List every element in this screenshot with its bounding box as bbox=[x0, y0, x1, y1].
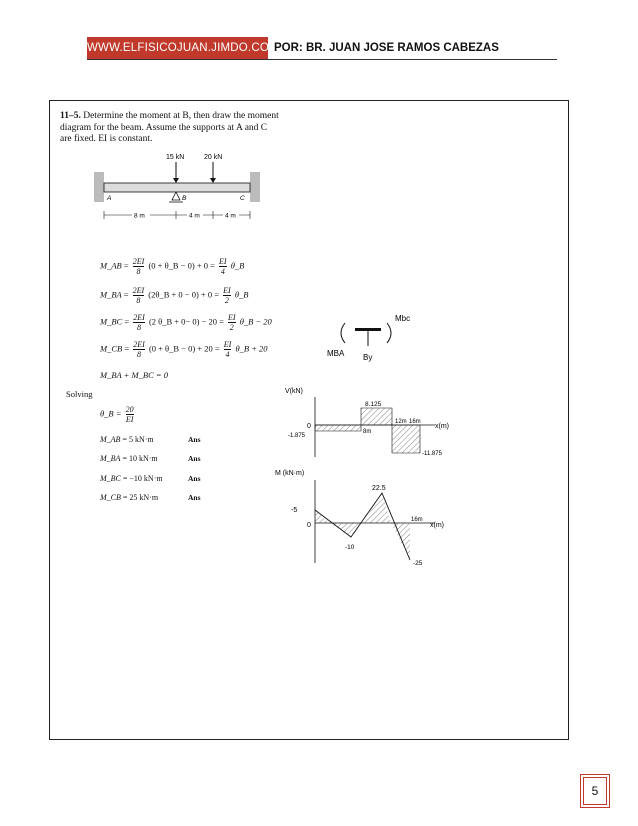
m-x-axis-label: x(m) bbox=[430, 522, 444, 529]
eq-num: 2EI bbox=[132, 257, 145, 266]
eq-body: (0 + θ_B − 0) + 0 = bbox=[148, 260, 215, 271]
eq-den: 4 bbox=[220, 267, 225, 276]
m-min-label: -10 bbox=[345, 544, 355, 551]
equation-mba: M_BA = $\frac{2EI}{8}$ (2θ_B + 0 − 0) + 0 = $\frac{EI}{2}$ θ_B bbox=[100, 286, 249, 305]
shear-diagram bbox=[285, 383, 465, 463]
span3-label: 4 m bbox=[225, 212, 236, 220]
eq-num: 2EI bbox=[133, 340, 145, 349]
solving-label: Solving bbox=[66, 389, 93, 399]
result-mbc bbox=[100, 474, 201, 483]
equation-mab: M_AB = $\frac{2EI}{8}$ (0 + θ_B − 0) + 0 = $\frac{EI}{4}$ θ_B bbox=[100, 257, 245, 276]
support-b bbox=[172, 192, 180, 200]
beam-figure bbox=[92, 150, 272, 226]
theta-num: 20 bbox=[125, 405, 134, 414]
v-x-axis-label: x(m) bbox=[435, 423, 449, 430]
eq-den: 8 bbox=[136, 267, 141, 276]
moment-arc-right bbox=[387, 323, 391, 343]
moment-region-2 bbox=[330, 523, 363, 537]
x12-label: 12m bbox=[395, 419, 407, 425]
load-arrowhead-2 bbox=[210, 178, 216, 183]
x8-label: 8m bbox=[363, 429, 372, 435]
m-end-label: -25 bbox=[413, 560, 423, 567]
result-label: M_CB bbox=[100, 493, 121, 502]
result-label: M_BA bbox=[100, 454, 121, 463]
result-mcb bbox=[100, 493, 201, 502]
ans-label: Ans bbox=[188, 454, 201, 463]
result-value: = −10 kN·m bbox=[122, 474, 163, 483]
problem-text: Determine the moment at B, then draw the moment diagram for the beam. Assume the supports at A and C are fixed. EI is constant. bbox=[60, 111, 279, 144]
shear-region-1 bbox=[315, 425, 361, 431]
x16-label: 16m bbox=[409, 419, 421, 425]
ans-label: Ans bbox=[188, 493, 201, 502]
wall-left bbox=[94, 172, 104, 202]
eq-lhs: M_BC bbox=[100, 316, 123, 327]
m-start-label: -5 bbox=[291, 507, 298, 514]
equilibrium-equation: M_BA + M_BC = 0 bbox=[100, 370, 168, 380]
span1-label: 8 m bbox=[134, 212, 145, 220]
v-mid-label: 8.125 bbox=[365, 401, 382, 408]
moment-diagram bbox=[275, 465, 465, 575]
moment-region-3 bbox=[363, 493, 391, 523]
theta-lhs: θ_B = bbox=[100, 408, 122, 419]
v-axis-label: V(kN) bbox=[285, 388, 303, 395]
eq-num: EI bbox=[228, 313, 236, 322]
eq-num: EI bbox=[219, 257, 227, 266]
equation-mcb: M_CB = $\frac{2EI}{8}$ (0 + θ_B − 0) + 20 = $\frac{EI}{4}$ θ_B + 20 bbox=[100, 340, 268, 359]
eq-lhs: M_BA bbox=[100, 289, 122, 300]
page-number: 5 bbox=[583, 777, 607, 805]
free-body-sketch bbox=[325, 308, 425, 368]
eq-num: 2EI bbox=[132, 286, 145, 295]
result-mab bbox=[100, 435, 201, 444]
ans-label: Ans bbox=[188, 435, 201, 444]
eq-den: 8 bbox=[137, 350, 142, 359]
eq-lhs: M_AB bbox=[100, 260, 122, 271]
eq-den: 8 bbox=[137, 323, 142, 332]
eq-tail: θ_B bbox=[234, 289, 249, 300]
fbd-by: By bbox=[363, 353, 373, 362]
header-rule bbox=[87, 59, 557, 60]
fbd-mbc: Mbc bbox=[395, 314, 411, 323]
result-value: = 10 kN·m bbox=[122, 454, 158, 463]
beam bbox=[104, 183, 250, 192]
load-arrowhead-1 bbox=[173, 178, 179, 183]
m-axis-label: M (kN·m) bbox=[275, 470, 305, 477]
moment-region-4 bbox=[391, 523, 410, 560]
m-x16-label: 16m bbox=[411, 517, 423, 523]
eq-body: (2θ_B + 0 − 0) + 0 = bbox=[148, 289, 219, 300]
span2-label: 4 m bbox=[189, 212, 200, 220]
v-end-label: -11.875 bbox=[422, 451, 442, 457]
label-b: B bbox=[182, 195, 187, 202]
eq-num: EI bbox=[223, 286, 231, 295]
result-mba bbox=[100, 454, 201, 463]
fbd-mba: MBA bbox=[327, 349, 345, 358]
eq-lhs: M_CB bbox=[100, 343, 123, 354]
problem-number: 11–5. bbox=[60, 111, 81, 121]
joint-beam bbox=[355, 328, 381, 331]
eq-den: 2 bbox=[224, 296, 229, 305]
result-label: M_AB bbox=[100, 435, 121, 444]
m-peak-label: 22.5 bbox=[372, 485, 386, 492]
eq-den: 8 bbox=[136, 296, 141, 305]
eq-den: 4 bbox=[225, 350, 230, 359]
result-value: = 25 kN·m bbox=[122, 493, 159, 502]
author-line: POR: BR. JUAN JOSE RAMOS CABEZAS bbox=[274, 42, 499, 54]
moment-arc-left bbox=[341, 323, 345, 343]
eq-den: 2 bbox=[229, 323, 234, 332]
theta-b-result bbox=[100, 405, 136, 424]
eq-body: (2 θ_B + 0− 0) − 20 = bbox=[148, 316, 224, 327]
eq-num: 2EI bbox=[133, 313, 145, 322]
ans-label: Ans bbox=[188, 474, 201, 483]
v-start-label: -1.875 bbox=[288, 433, 306, 439]
eq-tail: θ_B − 20 bbox=[239, 316, 272, 327]
m-origin: 0 bbox=[307, 522, 311, 529]
moment-region-1 bbox=[315, 510, 330, 523]
problem-statement bbox=[60, 111, 280, 146]
result-label: M_BC bbox=[100, 474, 121, 483]
eq-body: (0 + θ_B − 0) + 20 = bbox=[148, 343, 220, 354]
theta-den: EI bbox=[125, 415, 134, 424]
label-c: C bbox=[240, 195, 245, 202]
load2-label: 20 kN bbox=[204, 154, 223, 161]
eq-tail: θ_B bbox=[230, 260, 245, 271]
wall-right bbox=[250, 172, 260, 202]
eq-num: EI bbox=[223, 340, 232, 349]
shear-region-3 bbox=[392, 425, 420, 453]
v-origin: 0 bbox=[307, 423, 311, 430]
label-a: A bbox=[107, 195, 112, 202]
load1-label: 15 kN bbox=[166, 154, 185, 161]
shear-region-2 bbox=[361, 408, 392, 425]
result-value: = 5 kN·m bbox=[122, 435, 154, 444]
equation-mbc: M_BC = $\frac{2EI}{8}$ (2 θ_B + 0− 0) − 20 = $\frac{EI}{2}$ θ_B − 20 bbox=[100, 313, 272, 332]
eq-tail: θ_B + 20 bbox=[235, 343, 268, 354]
site-url: WWW.ELFISICOJUAN.JIMDO.COM bbox=[87, 37, 268, 59]
